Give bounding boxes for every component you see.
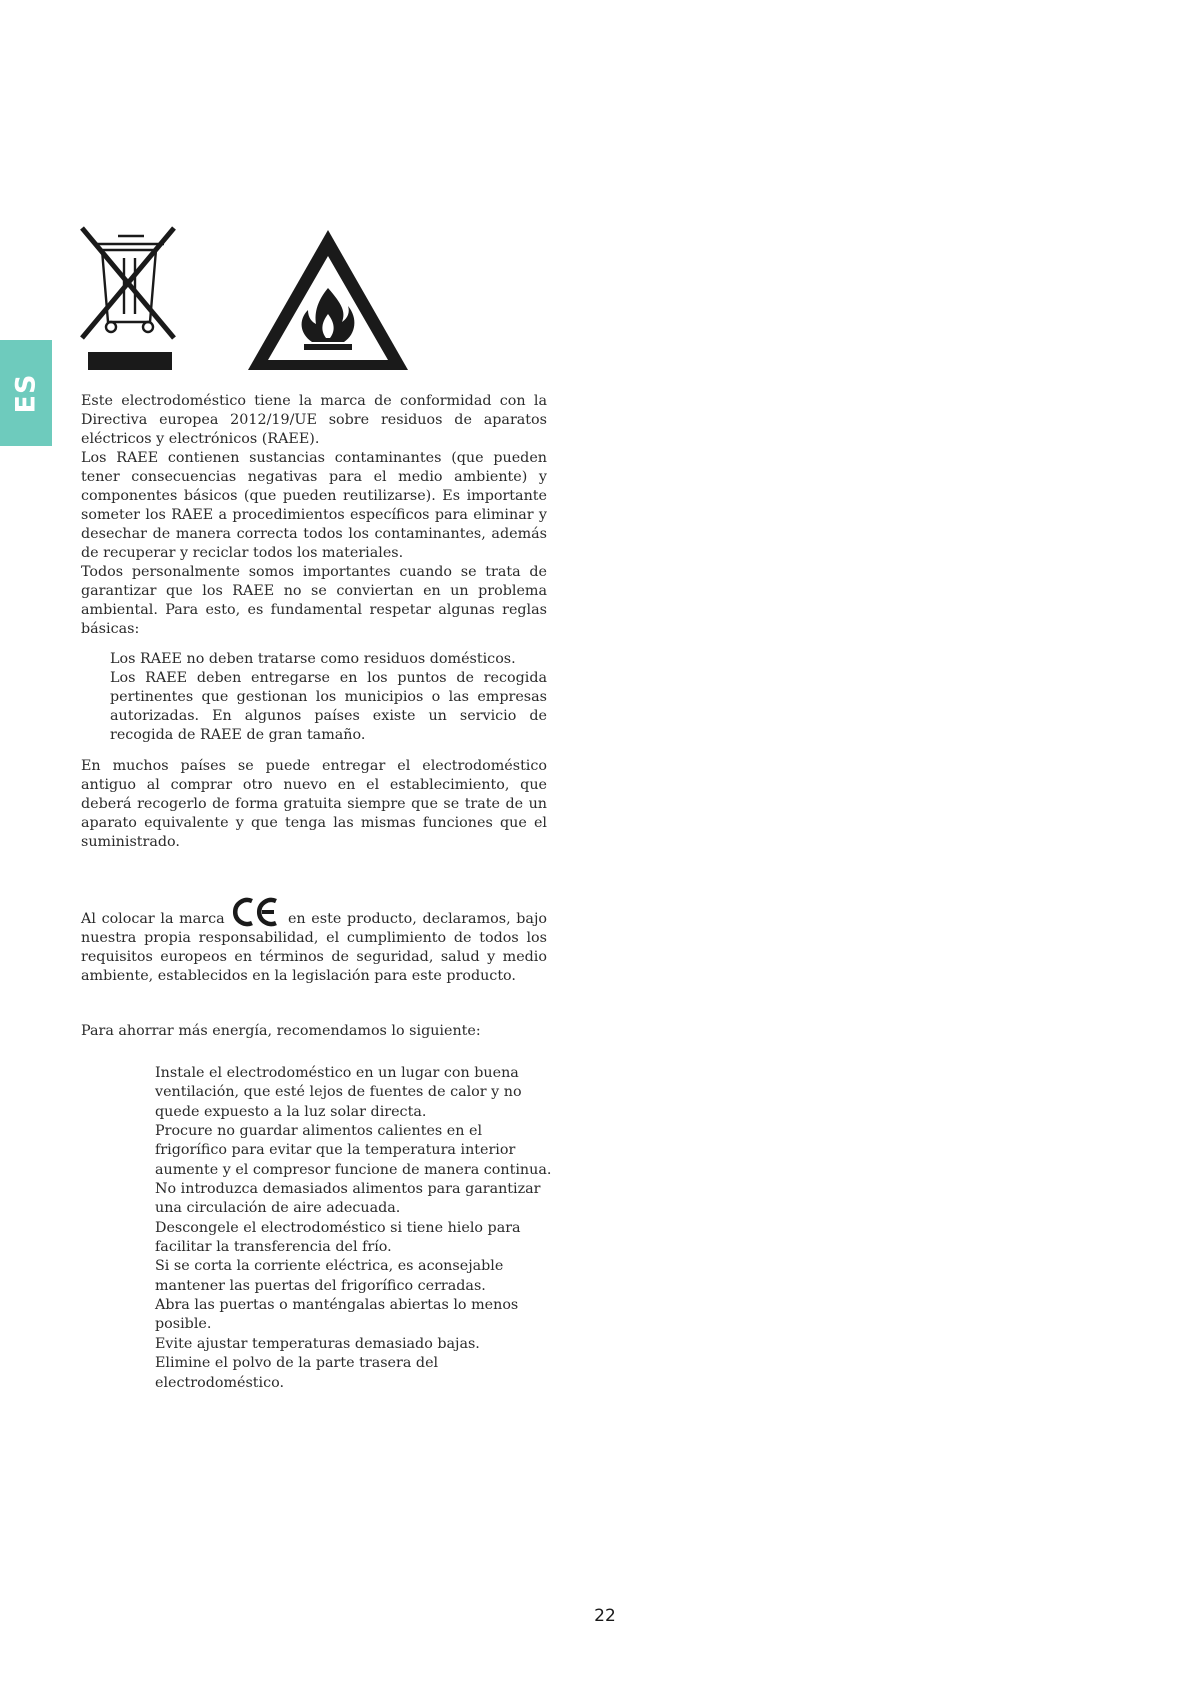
weee-crossed-bin-icon — [80, 226, 178, 374]
energy-intro-paragraph: Para ahorrar más energía, recomendamos lo siguiente: — [81, 1023, 481, 1039]
ce-declaration-paragraph — [81, 897, 547, 986]
raee-rules-list — [110, 650, 547, 745]
ce-mark-icon — [232, 897, 280, 927]
language-tab-label: ES — [10, 373, 42, 413]
list-item: No introduzca demasiados alimentos para garantizar una circulación de aire adecuada. — [155, 1181, 541, 1217]
list-item: Instale el electrodoméstico en un lugar con buena ventilación, que esté lejos de fuentes de calor y no quede expuesto a la luz solar directa. — [155, 1065, 522, 1120]
flammable-warning-icon — [244, 226, 412, 374]
list-item: Abra las puertas o manténgalas abiertas lo menos posible. — [155, 1297, 519, 1333]
weee-intro-paragraph: Este electrodoméstico tiene la marca de conformidad con la Directiva europea 2012/19/UE sobre residuos de aparatos eléctricos y electrónicos (RAEE). — [81, 393, 547, 447]
list-item: Si se corta la corriente eléctrica, es aconsejable mantener las puertas del frigorífico cerradas. — [155, 1258, 504, 1294]
list-item: Descongele el electrodoméstico si tiene hielo para facilitar la transferencia del frío. — [155, 1219, 521, 1256]
list-item: Elimine el polvo de la parte trasera del electrodoméstico. — [155, 1355, 439, 1391]
language-tab — [0, 340, 52, 446]
energy-intro-block — [81, 1022, 547, 1041]
ce-declaration-block — [81, 897, 547, 986]
return-old-appliance-block — [81, 757, 547, 852]
energy-tips-list — [155, 1064, 555, 1393]
list-item: Evite ajustar temperaturas demasiado bajas. — [155, 1335, 480, 1352]
ce-text-after: en este producto, declaramos, bajo nuestra propia responsabilidad, el cumplimiento de todos los requisitos europeos en términos de seguridad, salud y medio ambiente, establecidos en la legislación para este producto. — [81, 911, 547, 984]
everyone-important-paragraph: Todos personalmente somos importantes cuando se trata de garantizar que los RAEE no se conviertan en un problema ambiental. Para esto, es fundamental respetar algunas reglas básicas: — [81, 564, 547, 637]
return-old-paragraph: En muchos países se puede entregar el electrodoméstico antiguo al comprar otro nuevo en el establecimiento, que deberá recogerlo de forma gratuita siempre que se trate de un aparato equivalente y que tenga las mismas funciones que el suministrado. — [81, 758, 547, 850]
list-item: Los RAEE no deben tratarse como residuos domésticos. — [110, 651, 516, 667]
page-number: 22 — [594, 1606, 616, 1626]
ce-text-before: Al colocar la marca — [81, 911, 225, 927]
raee-contents-paragraph: Los RAEE contienen sustancias contaminantes (que pueden tener consecuencias negativas para el medio ambiente) y componentes básicos (que pueden reutilizarse). Es importante someter los RAEE a procedimientos específicos para eliminar y desechar de manera correcta todos los contaminantes, además de recuperar y reciclar todos los materiales. — [81, 450, 547, 561]
list-item: Procure no guardar alimentos calientes en el frigorífico para evitar que la temperatura interior aumente y el compresor funcione de manera continua. — [155, 1123, 552, 1178]
weee-text-block — [81, 392, 547, 639]
list-item: Los RAEE deben entregarse en los puntos de recogida pertinentes que gestionan los municipios o las empresas autorizadas. En algunos países existe un servicio de recogida de RAEE de gran tamaño. — [110, 670, 547, 743]
